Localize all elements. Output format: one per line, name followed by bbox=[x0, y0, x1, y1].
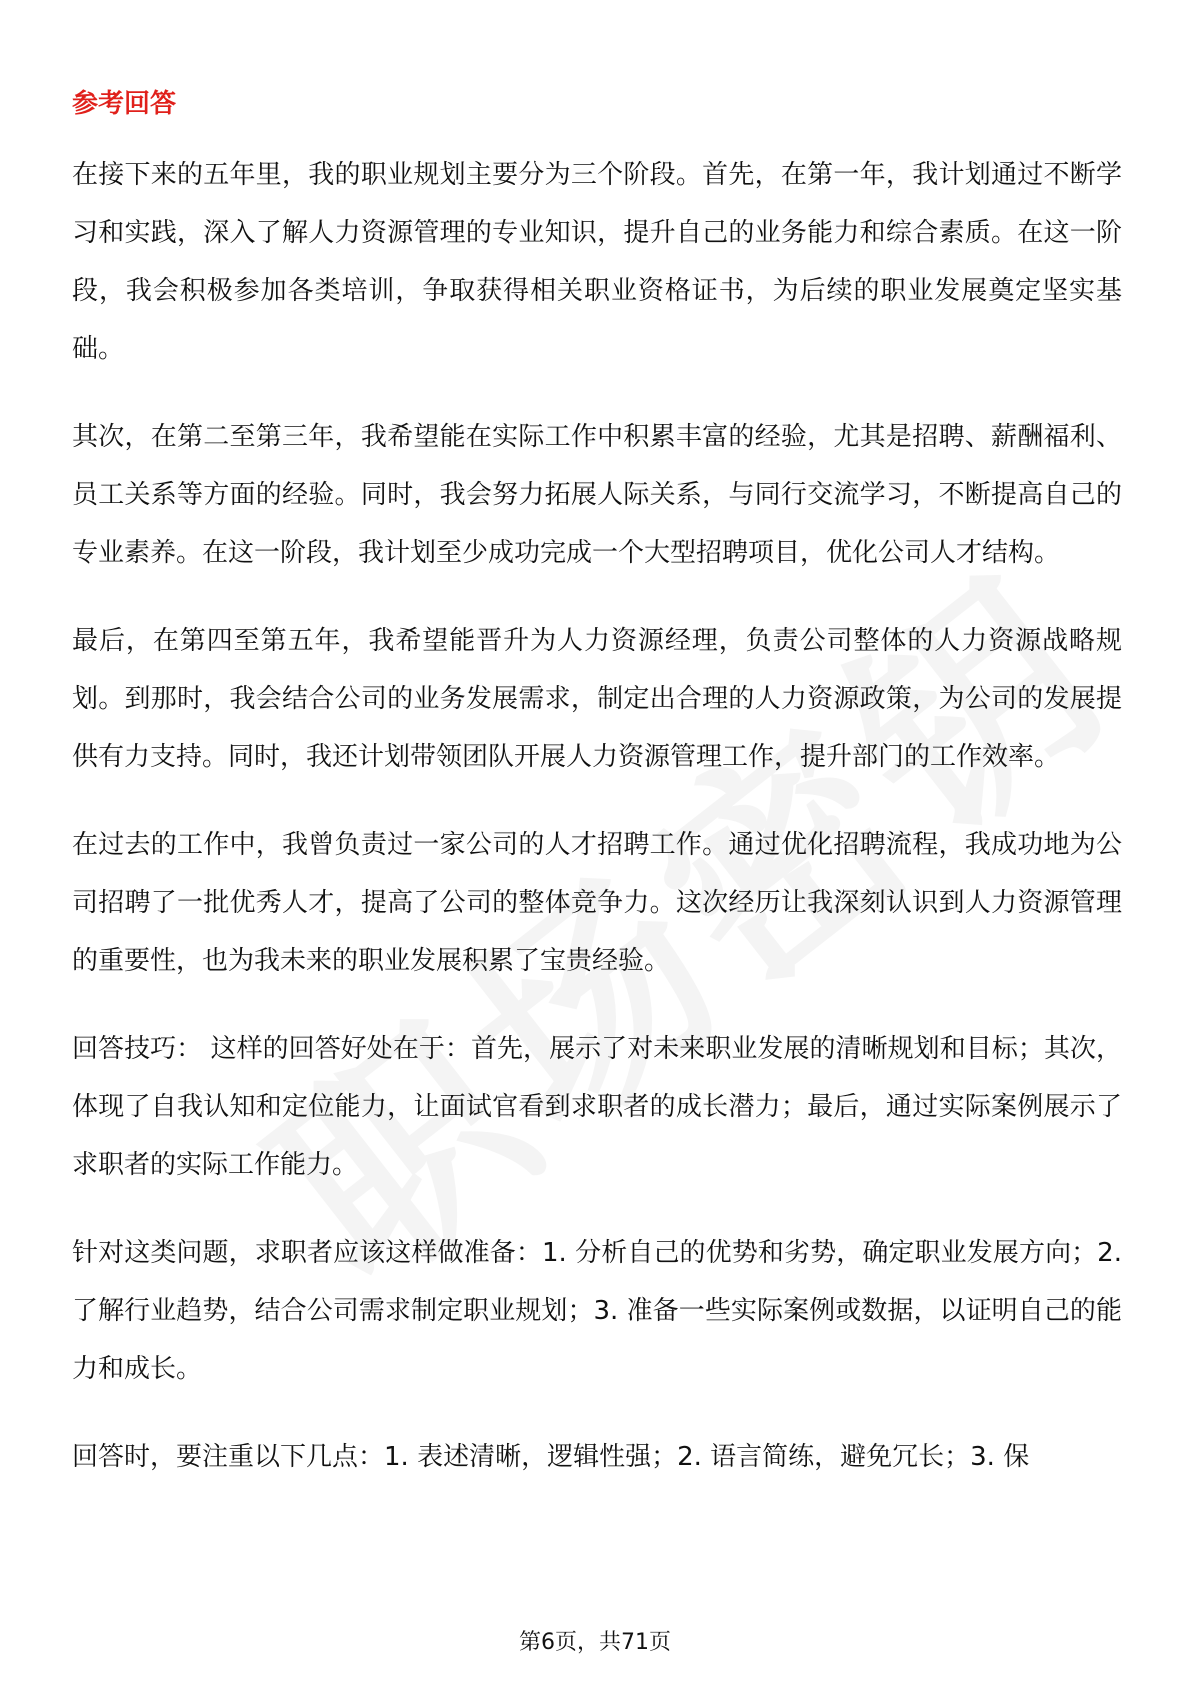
answer-section bbox=[72, 86, 1122, 1516]
paragraph-plan-stage-two: 其次，在第二至第三年，我希望能在实际工作中积累丰富的经验，尤其是招聘、薪酬福利、员工关系等方面的经验。同时，我会努力拓展人际关系，与同行交流学习，不断提高自己的专业素养。在这一阶段，我计划至少成功完成一个大型招聘项目，优化公司人才结构。 bbox=[72, 422, 1122, 568]
page-number: 第6页，共71页 bbox=[519, 1630, 671, 1655]
section-title: 参考回答 bbox=[72, 89, 177, 119]
paragraph-answer-points: 回答时，要注重以下几点：1. 表述清晰，逻辑性强；2. 语言简练，避免冗长；3. 保 bbox=[72, 1442, 1030, 1472]
paragraph-past-experience: 在过去的工作中，我曾负责过一家公司的人才招聘工作。通过优化招聘流程，我成功地为公司招聘了一批优秀人才，提高了公司的整体竞争力。这次经历让我深刻认识到人力资源管理的重要性，也为我未来的职业发展积累了宝贵经验。 bbox=[72, 830, 1122, 976]
paragraph-preparation: 针对这类问题，求职者应该这样做准备：1. 分析自己的优势和劣势，确定职业发展方向；2. 了解行业趋势，结合公司需求制定职业规划；3. 准备一些实际案例或数据，以证明自己的能力和成长。 bbox=[72, 1238, 1122, 1384]
paragraph-plan-overview: 在接下来的五年里，我的职业规划主要分为三个阶段。首先，在第一年，我计划通过不断学习和实践，深入了解人力资源管理的专业知识，提升自己的业务能力和综合素质。在这一阶段，我会积极参加各类培训，争取获得相关职业资格证书，为后续的职业发展奠定坚实基础。 bbox=[72, 160, 1122, 364]
paragraph-plan-stage-three: 最后，在第四至第五年，我希望能晋升为人力资源经理，负责公司整体的人力资源战略规划。到那时，我会结合公司的业务发展需求，制定出合理的人力资源政策，为公司的发展提供有力支持。同时，我还计划带领团队开展人力资源管理工作，提升部门的工作效率。 bbox=[72, 626, 1122, 772]
paragraph-answer-tips: 回答技巧： 这样的回答好处在于：首先，展示了对未来职业发展的清晰规划和目标；其次，体现了自我认知和定位能力，让面试官看到求职者的成长潜力；最后，通过实际案例展示了求职者的实际工作能力。 bbox=[72, 1034, 1122, 1180]
